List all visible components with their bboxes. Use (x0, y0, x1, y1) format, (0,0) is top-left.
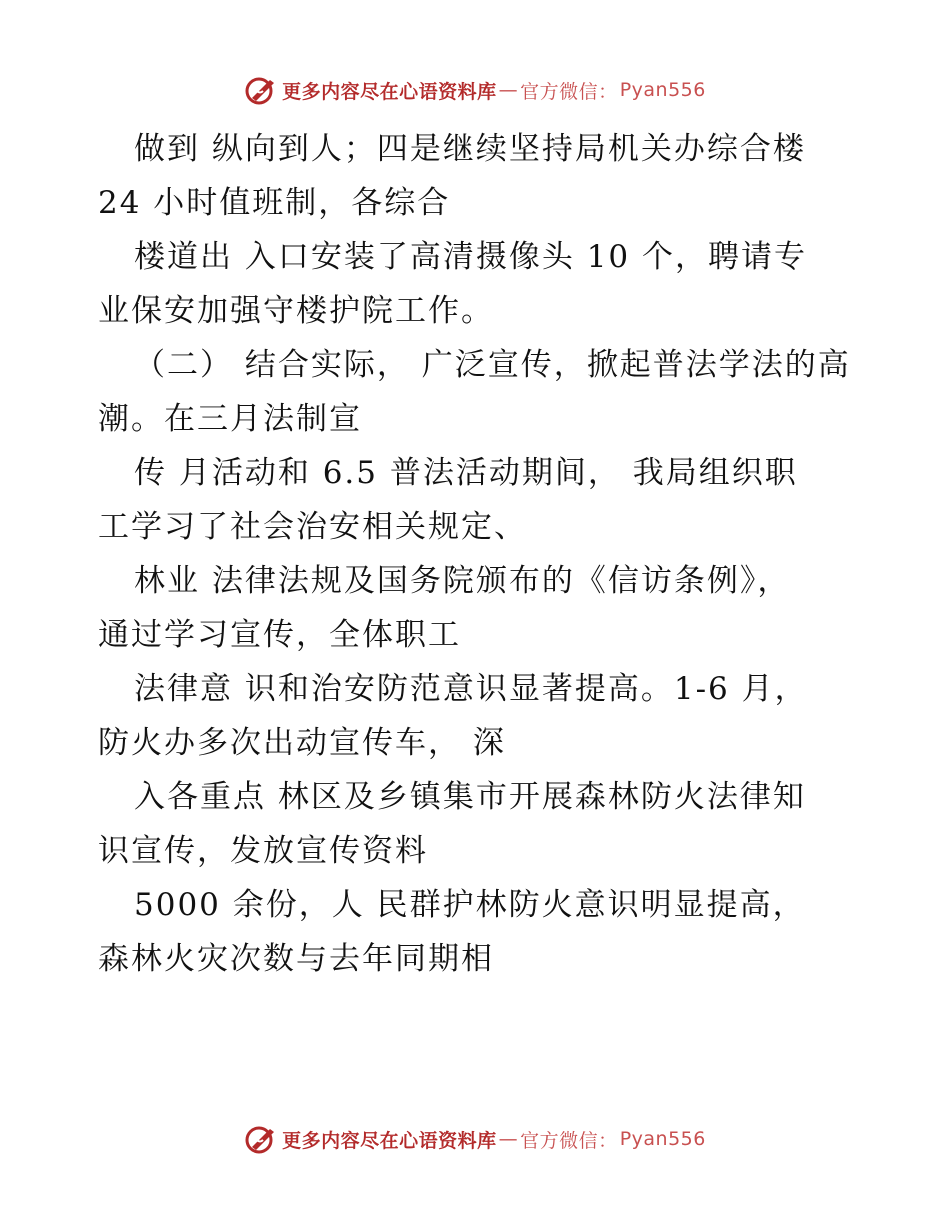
footer-banner (0, 1121, 950, 1157)
brand-text: 更多内容尽在心语资料库 (282, 80, 497, 103)
wechat-id: Pyan556 (619, 79, 706, 101)
paragraph-line: 法律意 识和治安防范意识显著提高。1-6 月， (134, 671, 808, 707)
paragraph-line: 工学习了社会治安相关规定、 (98, 509, 527, 545)
paragraph-line: 潮。在三月法制宣 (98, 401, 362, 437)
paragraph-line: 5000 余份，人 民群护林防火意识明显提高， (134, 887, 806, 923)
wechat-label: 官方微信： (520, 80, 618, 103)
wechat-id: Pyan556 (619, 1128, 706, 1150)
paragraph-line: 识宣传，发放宣传资料 (98, 833, 428, 869)
header-banner (0, 72, 950, 108)
paragraph-line: 防火办多次出动宣传车， 深 (98, 725, 506, 761)
paragraph-line: 楼道出 入口安装了高清摄像头 10 个，聘请专 (134, 239, 808, 275)
paragraph-line: 森林火灾次数与去年同期相 (98, 941, 494, 977)
paragraph-line: 林业 法律法规及国务院颁布的《信访条例》， (134, 563, 791, 599)
pen-circle-logo-icon (244, 1123, 278, 1155)
paragraph-line: 业保安加强守楼护院工作。 (98, 293, 494, 329)
wechat-label: 官方微信： (520, 1129, 618, 1152)
paragraph-line: 传 月活动和 6.5 普法活动期间， 我局组织职 (134, 455, 798, 491)
section-heading-line: （二） 结合实际， 广泛宣传，掀起普法学法的高 (134, 347, 851, 383)
separator: — (498, 79, 519, 101)
separator: — (498, 1128, 519, 1150)
pen-circle-logo-icon (244, 74, 278, 106)
paragraph-line: 24 小时值班制，各综合 (98, 185, 451, 221)
brand-text: 更多内容尽在心语资料库 (282, 1129, 497, 1152)
paragraph-line: 做到 纵向到人；四是继续坚持局机关办综合楼 (134, 131, 806, 167)
paragraph-line: 入各重点 林区及乡镇集市开展森林防火法律知 (134, 779, 806, 815)
paragraph-line: 通过学习宣传，全体职工 (98, 617, 461, 653)
document-body (98, 122, 858, 986)
